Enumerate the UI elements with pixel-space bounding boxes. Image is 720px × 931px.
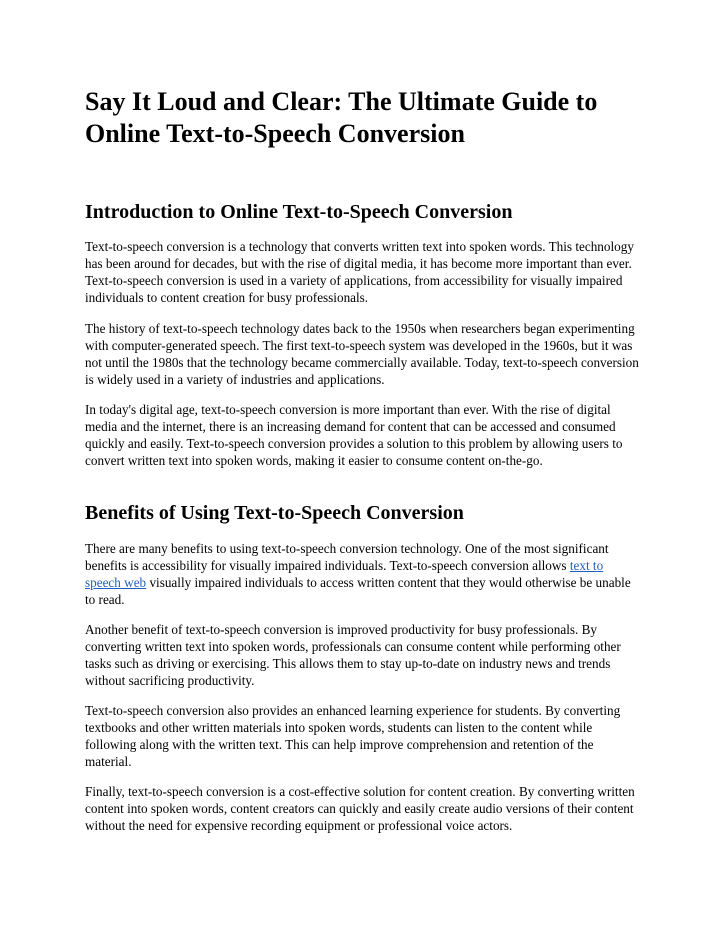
- section-heading-benefits: Benefits of Using Text-to-Speech Conversion: [85, 502, 464, 524]
- text-to-speech-web-link[interactable]: text to speech web: [85, 557, 604, 590]
- intro-paragraph-2: The history of text-to-speech technology dates back to the 1950s when researchers began experimenting with computer-generated speech. The first text-to-speech system was developed in the 1960s, but it was not until the 1980s that the technology became commercially available. Today, text-to-speech conversion is widely used in a variety of industries and applications.: [85, 321, 639, 387]
- benefits-paragraph-1-before: There are many benefits to using text-to-speech conversion technology. One of the most significant benefits is accessibility for visually impaired individuals. Text-to-speech conversion allows: [85, 541, 609, 573]
- benefits-paragraph-1: [85, 541, 640, 609]
- document-title: Say It Loud and Clear: The Ultimate Guide to Online Text-to-Speech Conversion: [85, 87, 598, 148]
- section-heading-introduction: Introduction to Online Text-to-Speech Conversion: [85, 201, 513, 223]
- benefits-paragraph-4: Finally, text-to-speech conversion is a cost-effective solution for content creation. By converting written content into spoken words, content creators can quickly and easily create audio versions of their content without the need for expensive recording equipment or professional voice actors.: [85, 784, 635, 833]
- intro-paragraph-3: In today's digital age, text-to-speech conversion is more important than ever. With the rise of digital media and the internet, there is an increasing demand for content that can be accessed and consumed quickly and easily. Text-to-speech conversion provides a solution to this problem by allowing users to convert written text into spoken words, making it easier to consume content on-the-go.: [85, 402, 623, 468]
- benefits-paragraph-1-after: visually impaired individuals to access written content that they would otherwise be unable to read.: [85, 574, 631, 607]
- benefits-paragraph-3: Text-to-speech conversion also provides an enhanced learning experience for students. By converting textbooks and other written materials into spoken words, students can listen to the content while following along with the written text. This can help improve comprehension and retention of the material.: [85, 703, 621, 769]
- benefits-paragraph-2: Another benefit of text-to-speech conversion is improved productivity for busy professionals. By converting written text into spoken words, professionals can consume content while performing other tasks such as driving or exercising. This allows them to stay up-to-date on industry news and trends without sacrificing productivity.: [85, 622, 621, 688]
- intro-paragraph-1: Text-to-speech conversion is a technology that converts written text into spoken words. This technology has been around for decades, but with the rise of digital media, it has become more important than ever. Text-to-speech conversion is used in a variety of applications, from accessibility for visually impaired individuals to content creation for busy professionals.: [85, 239, 634, 305]
